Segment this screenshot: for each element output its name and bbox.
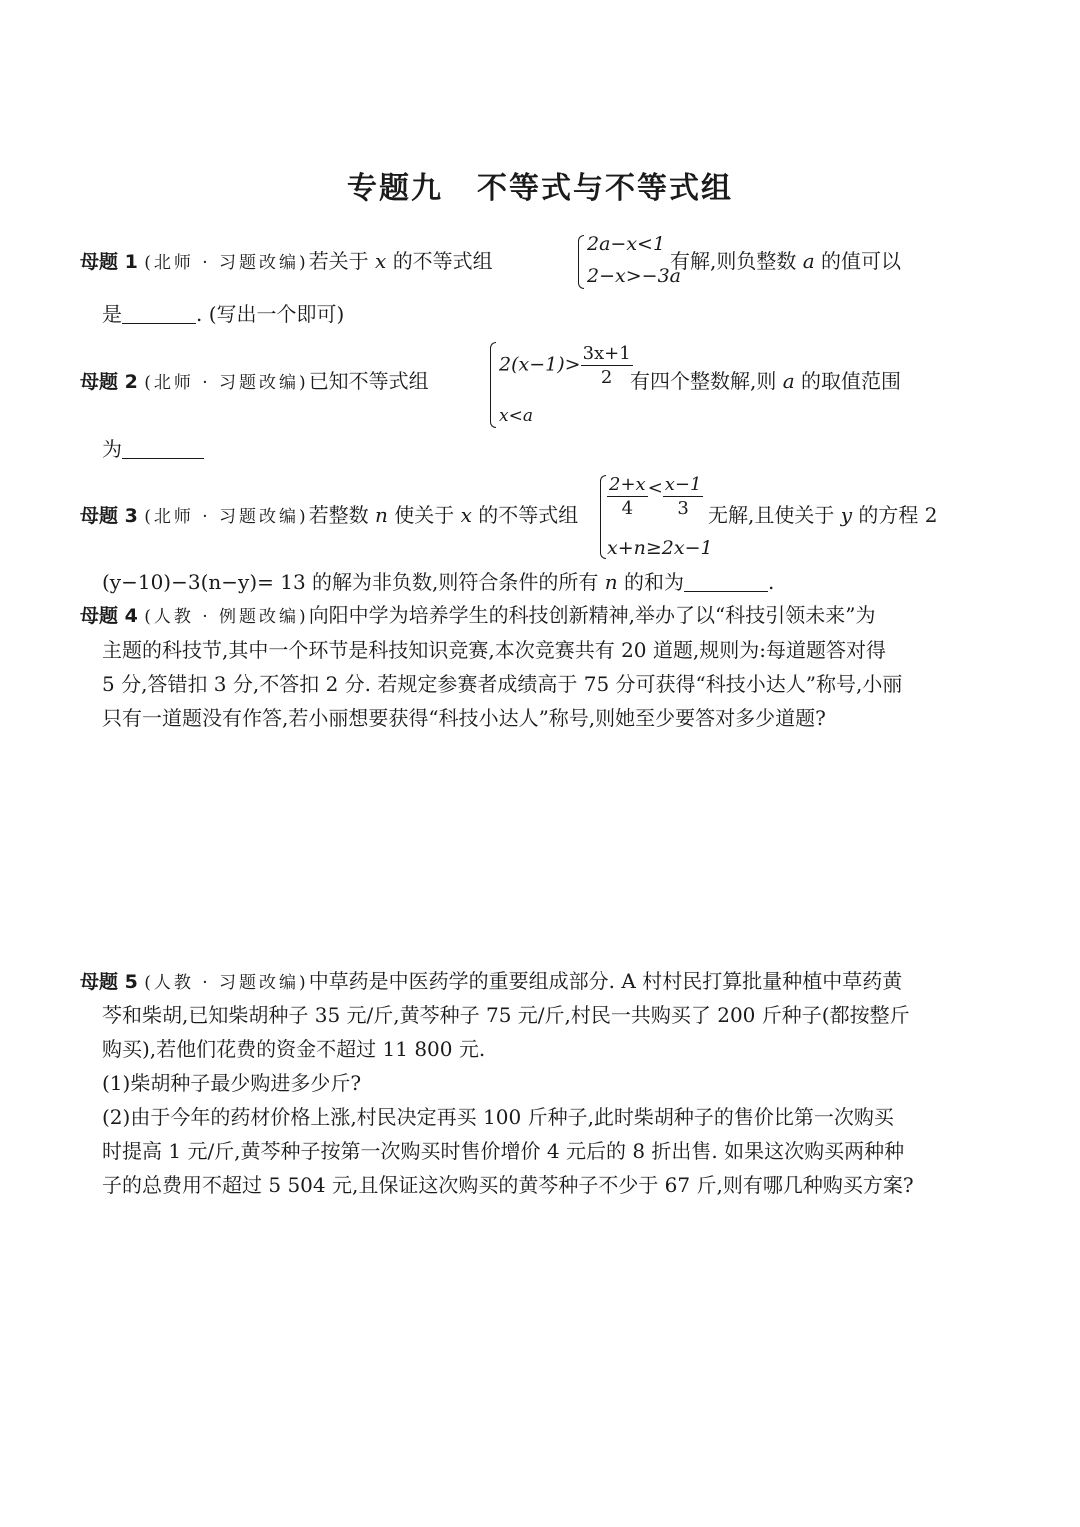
problem-body: 芩和柴胡,已知柴胡种子 35 元/斤,黄芩种子 75 元/斤,村民一共购买了 200 斤种子(都按整斤 购买),若他们花费的资金不超过 11 800 元. (1)柴胡种子最少购进多少斤? (2)由于今年的药材价格上涨,村民决定再买 100 斤种子,此时柴胡种子的售价比第一次购买 时提高 1 元/斤,黄芩种子按第一次购买时售价增价 4 元后的 8 折出售. 如果这次购买两种种 子的总费用不超过 5 504 元,且保证这次购买的黄芩种子不少于 67 斤,则有哪几种购买方案?	[102, 1003, 914, 1197]
title-topic-number: 专题九	[347, 171, 443, 206]
problem-source: (北师 · 习题改编)	[144, 253, 309, 273]
answer-blank[interactable]	[122, 440, 204, 459]
problem-label: 母题 4	[80, 605, 138, 627]
problem-label: 母题 1	[80, 251, 138, 273]
problem-label: 母题 3	[80, 505, 138, 527]
answer-blank[interactable]	[684, 573, 768, 592]
problem-source: (北师 · 习题改编)	[144, 507, 309, 527]
inequality-system: $\frac{2+x}{4}$ < $\frac{x-1}{3}$ x+n≥2x−1	[600, 472, 712, 560]
inequality-system: 2(x−1)> $\frac{3x+1}{2}$ x<a	[490, 339, 630, 429]
answer-blank[interactable]	[122, 305, 196, 324]
problem-source: (北师 · 习题改编)	[144, 373, 309, 393]
problem-label: 母题 5	[80, 971, 138, 993]
problem-label: 母题 2	[80, 371, 138, 393]
problem-source: (人教 · 习题改编)	[144, 973, 309, 993]
title-topic-name: 不等式与不等式组	[477, 171, 733, 206]
problem-source: (人教 · 例题改编)	[144, 607, 309, 627]
inequality-system: 2a−x<1 2−x>−3a	[578, 233, 670, 289]
worksheet-page: 专题九 不等式与不等式组 母题 1 (北师 · 习题改编)若关于 x 的不等式组 2a−x<1 2−x>−3a 有解,则负整数 a 的值可以 是 . (写出一个即可) 母题 2 (北师 · 习题改编)已知不等式组 2(x−1)> $\frac{3x+1}{2}$ x<a 有四个整数解,则 a 的取值范围 为 母题 3 (北师 · 习题改编)若整数 n 使关于 x 的不等式组 $\frac{2+x}{4}$ < $\frac{x-1}{3}$ x+n≥2x−1 无解,且使关于 y 的方程 2 (y−10)−3(n−y)= 13 的解为非负数,则符合条件的所有 n 的和为 . 母题 4 (人教 · 例题改编)向阳中学为培养学生的科技创新精神,举办了以“科技引领未来”为 主题的科技节,其中一个环节是科技知识竞赛,本次竞赛共有 20 道题,规则为:每道题答对得 5 分,答错扣 3 分,不答扣 2 分. 若规定参赛者成绩高于 75 分可获得“科技小达人”称号,小丽 只有一道题没有作答,若小丽想要获得“科技小达人”称号,则她至少要答对多少道题? 母题 5 (人教 · 习题改编)中草药是中医药学的重要组成部分. A 村村民打算批量种植中草药黄 芩和柴胡,已知柴胡种子 35 元/斤,黄芩种子 75 元/斤,村民一共购买了 200 斤种子(都按整斤 购买),若他们花费的资金不超过 11 800 元. (1)柴胡种子最少购进多少斤? (2)由于今年的药材价格上涨,村民决定再买 100 斤种子,此时柴胡种子的售价比第一次购买 时提高 1 元/斤,黄芩种子按第一次购买时售价增价 4 元后的 8 折出售. 如果这次购买两种种 子的总费用不超过 5 504 元,且保证这次购买的黄芩种子不少于 67 斤,则有哪几种购买方案?	[0, 0, 1080, 1527]
page-title	[0, 163, 1080, 207]
problem-body: 主题的科技节,其中一个环节是科技知识竞赛,本次竞赛共有 20 道题,规则为:每道题答对得 5 分,答错扣 3 分,不答扣 2 分. 若规定参赛者成绩高于 75 分可获得“科技小达人”称号,小丽 只有一道题没有作答,若小丽想要获得“科技小达人”称号,则她至少要答对多少道题?	[102, 638, 903, 730]
